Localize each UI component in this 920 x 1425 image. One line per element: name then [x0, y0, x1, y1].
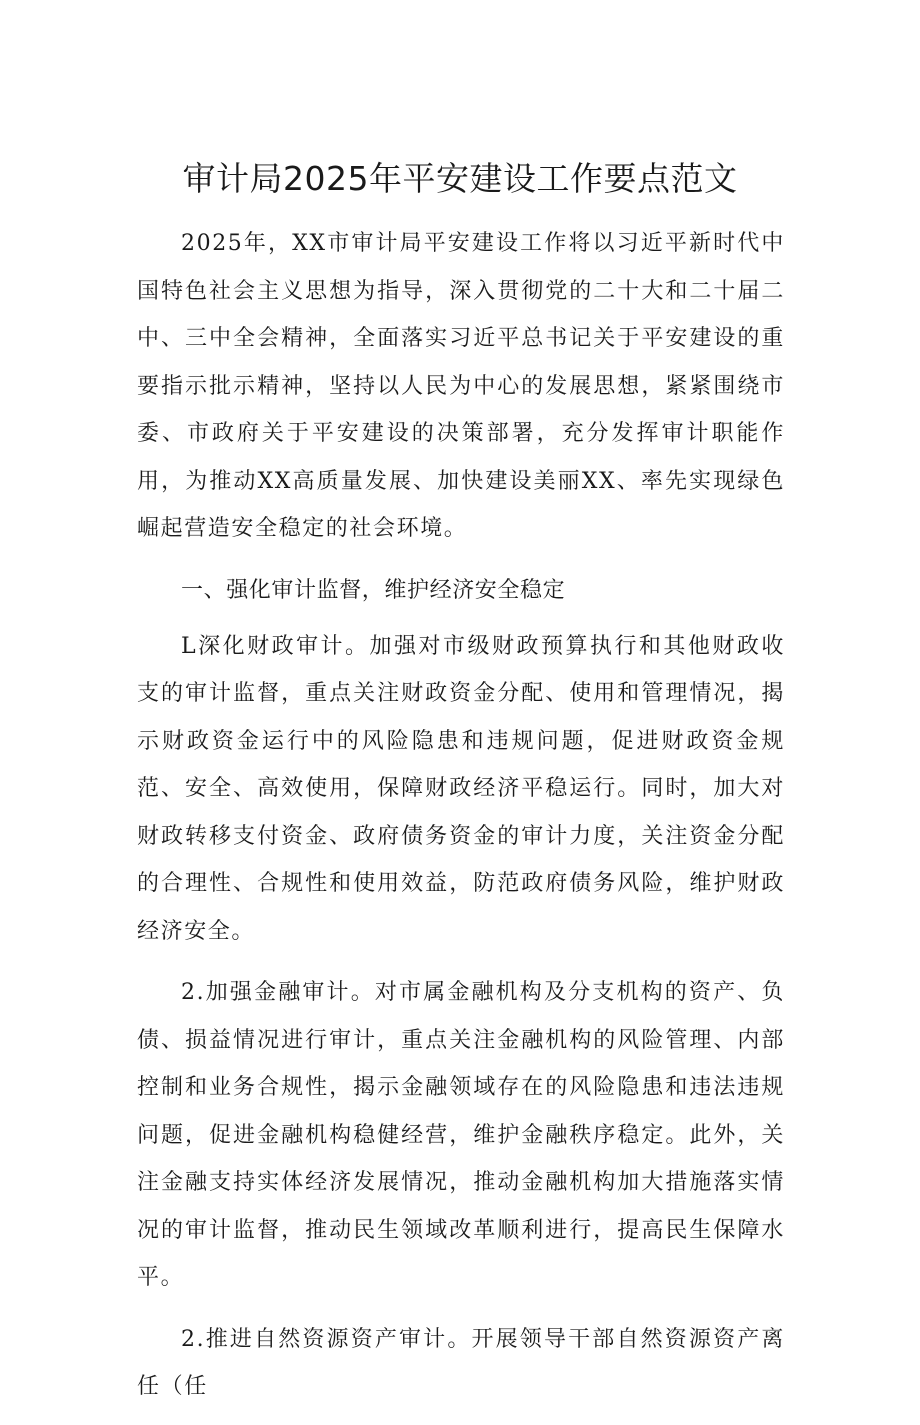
document-body [137, 220, 785, 1425]
item-paragraph-3: 2.推进自然资源资产审计。开展领导干部自然资源资产离任（任 [137, 1326, 785, 1399]
item-paragraph-2: 2.加强金融审计。对市属金融机构及分支机构的资产、负债、损益情况进行审计，重点关注金融机构的风险管理、内部控制和业务合规性，揭示金融领域存在的风险隐患和违法违规问题，促进金融机构稳健经营，维护金融秩序稳定。此外，关注金融支持实体经济发展情况，推动金融机构加大措施落实情况的审计监督，推动民生领域改革顺利进行，提高民生保障水平。 [137, 980, 785, 1290]
document-title: 审计局2025年平安建设工作要点范文 [182, 159, 738, 198]
item-paragraph-1: L深化财政审计。加强对市级财政预算执行和其他财政收支的审计监督，重点关注财政资金分配、使用和管理情况，揭示财政资金运行中的风险隐患和违规问题，促进财政资金规范、安全、高效使用，保障财政经济平稳运行。同时，加大对财政转移支付资金、政府债务资金的审计力度，关注资金分配的合理性、合规性和使用效益，防范政府债务风险，维护财政经济安全。 [137, 633, 785, 944]
section-heading-1: 一、强化审计监督，维护经济安全稳定 [181, 577, 566, 603]
intro-paragraph: 2025年，XX市审计局平安建设工作将以习近平新时代中国特色社会主义思想为指导，深入贯彻党的二十大和二十届二中、三中全会精神，全面落实习近平总书记关于平安建设的重要指示批示精神，坚持以人民为中心的发展思想，紧紧围绕市委、市政府关于平安建设的决策部署，充分发挥审计职能作用，为推动XX高质量发展、加快建设美丽XX、率先实现绿色崛起营造安全稳定的社会环境。 [137, 231, 785, 541]
